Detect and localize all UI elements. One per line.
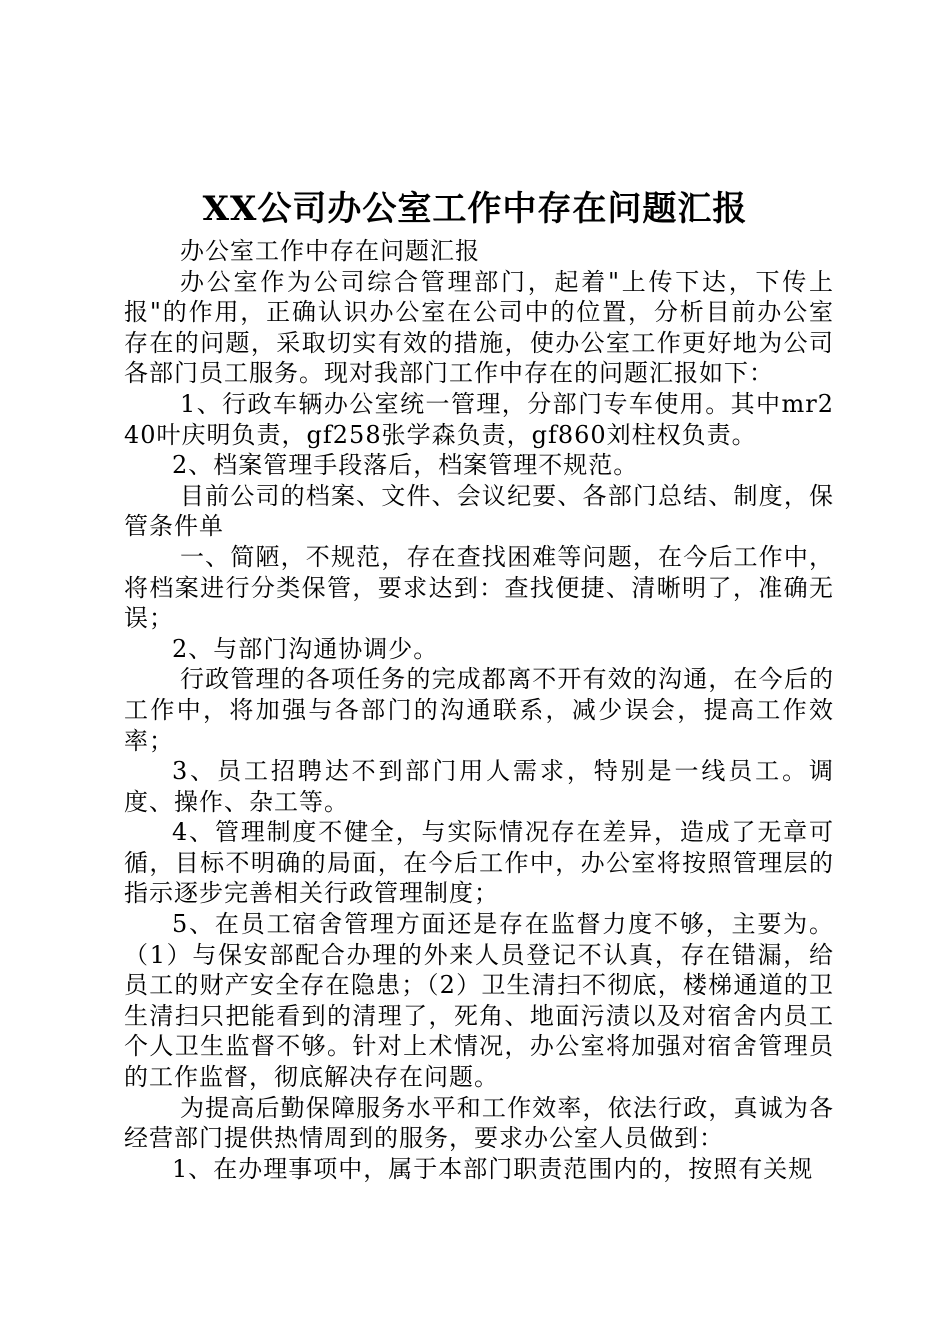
paragraph-item-communication: 2、与部门沟通协调少。 [172, 634, 439, 663]
paragraph-archives-plan: 一、简陋，不规范，存在查找困难等问题，在今后工作中，将档案进行分类保管，要求达到：查找便捷、清晰明了，准确无误； [124, 542, 834, 633]
paragraph-subtitle: 办公室工作中存在问题汇报 [180, 237, 480, 265]
document-title: XX公司办公室工作中存在问题汇报 [202, 189, 748, 229]
paragraph-item-dormitory: 5、在员工宿舍管理方面还是存在监督力度不够，主要为。（1）与保安部配合办理的外来人员登记不认真，存在错漏，给员工的财产安全存在隐患；（2）卫生清扫不彻底，楼梯通道的卫生清扫只把能看到的清理了，死角、地面污渍以及对宿舍内员工个人卫生监督不够。针对上术情况，办公室将加强对宿舍管理员的工作监督，彻底解决存在问题。 [124, 910, 834, 1092]
paragraph-item-recruitment: 3、员工招聘达不到部门用人需求，特别是一线员工。调度、操作、杂工等。 [124, 757, 834, 816]
paragraph-archives-detail: 目前公司的档案、文件、会议纪要、各部门总结、制度，保管条件单 [124, 481, 834, 541]
paragraph-item-regulations: 4、管理制度不健全，与实际情况存在差异，造成了无章可循，目标不明确的局面，在今后工作中，办公室将按照管理层的指示逐步完善相关行政管理制度； [124, 818, 834, 908]
paragraph-intro: 办公室作为公司综合管理部门，起着"上传下达，下传上报"的作用，正确认识办公室在公司中的位置，分析目前办公室存在的问题，采取切实有效的措施，使办公室工作更好地为公司各部门员工服务。现对我部门工作中存在的问题汇报如下： [124, 267, 834, 388]
document-body [124, 236, 834, 1184]
paragraph-communication-detail: 行政管理的各项任务的完成都离不开有效的沟通，在今后的工作中，将加强与各部门的沟通联系，减少误会，提高工作效率； [124, 665, 834, 755]
paragraph-requirements: 为提高后勤保障服务水平和工作效率，依法行政，真诚为各经营部门提供热情周到的服务，要求办公室人员做到： [124, 1093, 834, 1153]
paragraph-item-archives: 2、档案管理手段落后，档案管理不规范。 [172, 451, 639, 480]
paragraph-item-vehicles: 1、行政车辆办公室统一管理，分部门专车使用。其中mr240叶庆明负责，gf258张学森负责，gf860刘柱权负责。 [124, 389, 834, 449]
paragraph-requirement-1: 1、在办理事项中，属于本部门职责范围内的，按照有关规 [172, 1154, 814, 1183]
